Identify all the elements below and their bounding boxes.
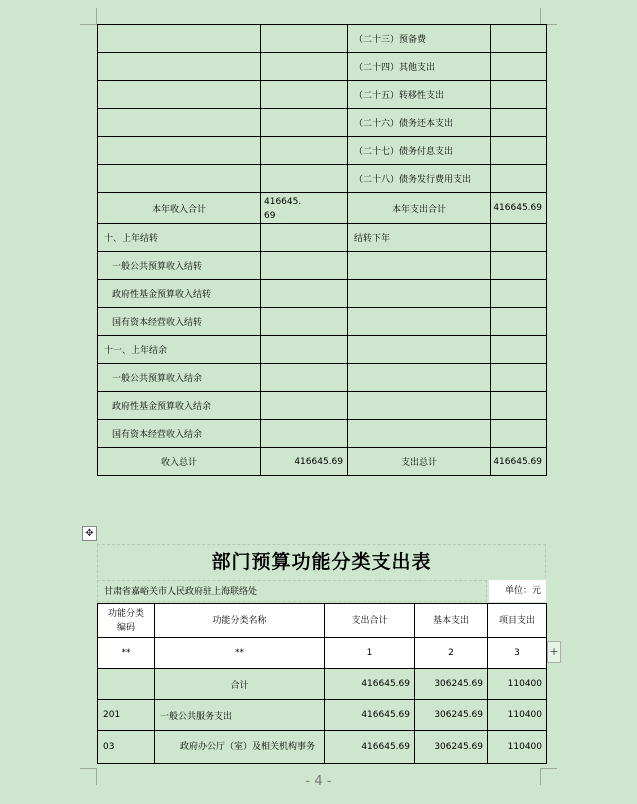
table-row <box>98 364 547 392</box>
income-amount <box>261 109 348 137</box>
page-title: 部门预算功能分类支出表 <box>97 544 546 578</box>
income-item <box>98 137 261 165</box>
income-amount: 416645. 69 <box>261 193 348 224</box>
income-item: 一般公共预算收入结转 <box>98 252 261 280</box>
project-cell: 110400 <box>488 700 547 731</box>
add-row-icon[interactable]: + <box>547 641 561 663</box>
income-item: 国有资本经营收入结转 <box>98 308 261 336</box>
expense-amount <box>491 137 547 165</box>
page-number: - 4 - <box>305 774 332 789</box>
income-item <box>98 25 261 53</box>
code-cell: 201 <box>98 700 155 731</box>
table-row <box>98 109 547 137</box>
income-item: 国有资本经营收入结余 <box>98 420 261 448</box>
table-row <box>98 700 547 731</box>
income-amount <box>261 81 348 109</box>
expense-amount <box>491 224 547 252</box>
income-item: 政府性基金预算收入结转 <box>98 280 261 308</box>
income-item <box>98 109 261 137</box>
income-amount <box>261 252 348 280</box>
header-code: 功能分类 编码 <box>98 604 155 638</box>
expense-item: 支出总计 <box>348 448 491 476</box>
index-cell: 1 <box>325 638 415 669</box>
index-cell: 3 <box>488 638 547 669</box>
table-row <box>98 137 547 165</box>
table-row <box>98 165 547 193</box>
header-project: 项目支出 <box>488 604 547 638</box>
expense-item: 本年支出合计 <box>348 193 491 224</box>
income-amount <box>261 25 348 53</box>
income-item: 十、上年结转 <box>98 224 261 252</box>
income-amount <box>261 224 348 252</box>
income-amount <box>261 420 348 448</box>
organization-name: 甘肃省嘉峪关市人民政府驻上海联络处 <box>97 580 487 602</box>
table-row <box>98 252 547 280</box>
income-amount <box>261 308 348 336</box>
income-amount <box>261 53 348 81</box>
index-cell: ** <box>155 638 325 669</box>
table-row <box>98 420 547 448</box>
table-row <box>98 25 547 53</box>
expense-amount <box>491 81 547 109</box>
name-cell: 一般公共服务支出 <box>155 700 325 731</box>
income-item: 收入总计 <box>98 448 261 476</box>
income-amount <box>261 137 348 165</box>
expense-amount: 416645.69 <box>491 193 547 224</box>
table-row <box>98 731 547 764</box>
unit-label: 单位：元 <box>489 580 546 602</box>
table-row <box>98 336 547 364</box>
expense-amount <box>491 53 547 81</box>
income-expense-table <box>97 24 547 476</box>
basic-cell: 306245.69 <box>415 700 488 731</box>
expense-amount <box>491 109 547 137</box>
expense-amount <box>491 25 547 53</box>
expense-item: （二十七）债务付息支出 <box>348 137 491 165</box>
table-row <box>98 193 547 224</box>
header-name: 功能分类名称 <box>155 604 325 638</box>
crop-mark-top-left <box>80 8 97 25</box>
code-cell <box>98 669 155 700</box>
total-cell: 416645.69 <box>325 700 415 731</box>
index-cell: 2 <box>415 638 488 669</box>
code-cell: 03 <box>98 731 155 764</box>
header-basic: 基本支出 <box>415 604 488 638</box>
income-item: 十一、上年结余 <box>98 336 261 364</box>
basic-cell: 306245.69 <box>415 669 488 700</box>
name-cell: 合计 <box>155 669 325 700</box>
income-item <box>98 81 261 109</box>
crop-mark-top-right <box>540 8 557 25</box>
expense-amount <box>491 165 547 193</box>
total-cell: 416645.69 <box>325 731 415 764</box>
expense-item <box>348 336 491 364</box>
header-total: 支出合计 <box>325 604 415 638</box>
income-item: 政府性基金预算收入结余 <box>98 392 261 420</box>
table-row <box>98 81 547 109</box>
table-index-row <box>98 638 547 669</box>
income-item: 本年收入合计 <box>98 193 261 224</box>
expense-item <box>348 420 491 448</box>
table-row <box>98 308 547 336</box>
expense-item <box>348 392 491 420</box>
function-expense-table <box>97 603 547 764</box>
income-amount <box>261 392 348 420</box>
expense-amount <box>491 364 547 392</box>
income-amount <box>261 280 348 308</box>
project-cell: 110400 <box>488 669 547 700</box>
income-amount <box>261 165 348 193</box>
expense-amount <box>491 252 547 280</box>
expense-item <box>348 364 491 392</box>
name-cell: 政府办公厅（室）及相关机构事务 <box>155 731 325 764</box>
project-cell: 110400 <box>488 731 547 764</box>
table-row <box>98 392 547 420</box>
income-item <box>98 53 261 81</box>
index-cell: ** <box>98 638 155 669</box>
expense-amount <box>491 308 547 336</box>
expense-amount <box>491 420 547 448</box>
expense-item <box>348 308 491 336</box>
expense-amount <box>491 336 547 364</box>
expense-amount: 416645.69 <box>491 448 547 476</box>
expense-amount <box>491 280 547 308</box>
expense-item: （二十四）其他支出 <box>348 53 491 81</box>
total-cell: 416645.69 <box>325 669 415 700</box>
table-row <box>98 53 547 81</box>
expense-item: （二十八）债务发行费用支出 <box>348 165 491 193</box>
expense-item <box>348 280 491 308</box>
income-amount <box>261 336 348 364</box>
income-amount: 416645.69 <box>261 448 348 476</box>
expense-item: （二十五）转移性支出 <box>348 81 491 109</box>
basic-cell: 306245.69 <box>415 731 488 764</box>
expense-item <box>348 252 491 280</box>
expense-item: （二十六）债务还本支出 <box>348 109 491 137</box>
income-item <box>98 165 261 193</box>
income-amount <box>261 364 348 392</box>
table-row <box>98 669 547 700</box>
table-move-icon[interactable]: ✥ <box>82 526 97 541</box>
expense-item: （二十三）预备费 <box>348 25 491 53</box>
table-row <box>98 224 547 252</box>
table-header-row <box>98 604 547 638</box>
table-row <box>98 280 547 308</box>
expense-amount <box>491 392 547 420</box>
expense-item: 结转下年 <box>348 224 491 252</box>
table-row <box>98 448 547 476</box>
income-item: 一般公共预算收入结余 <box>98 364 261 392</box>
